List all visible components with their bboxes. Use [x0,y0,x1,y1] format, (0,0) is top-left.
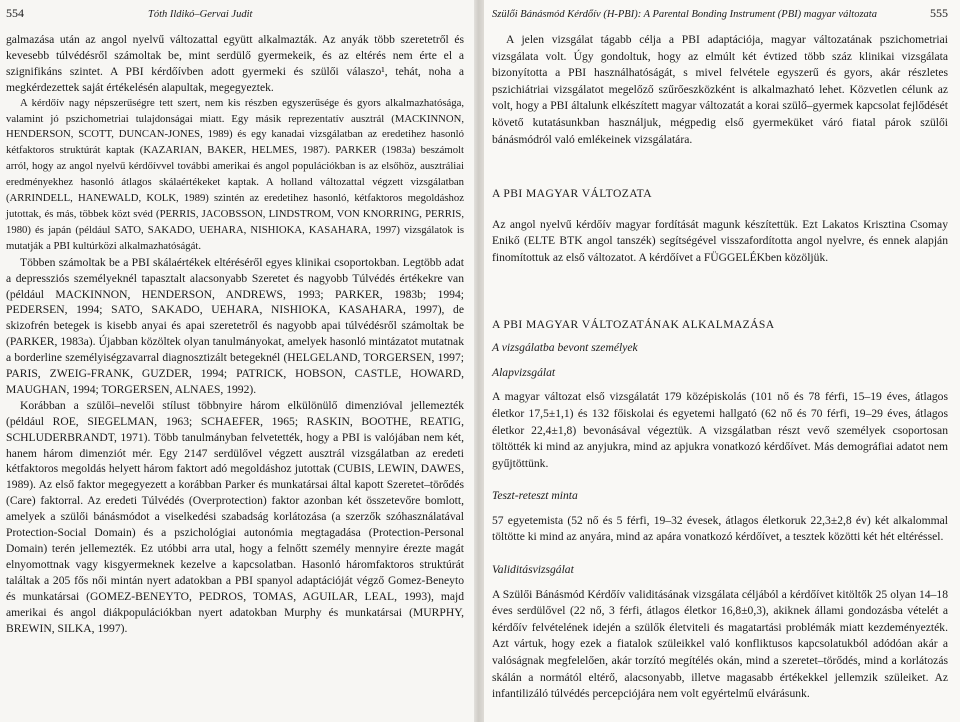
left-running-head: Tóth Ildikó–Gervai Judit [148,9,253,20]
subsection-heading-test-retest: Teszt-reteszt minta [492,489,578,503]
right-running-head: Szülői Bánásmód Kérdőív (H-PBI): A Parental Bonding Instrument (PBI) magyar változata [492,9,877,20]
subsection-heading-base-study: Alapvizsgálat [492,365,556,379]
left-paragraph: galmazása után az angol nyelvű változattal együtt alkalmazták. Az anyák több szeretetről és kevesebb túlvédésről számoltak be, mint serdülő gyermekeik, és az eltérés nem érte el a szignifikáns szintet. A PBI kérdőívben adott gyermeki és szülői válaszo¹, tehát, noha a megkérdezettek saját értékelésén alapultak, megegyeztek. [6,33,464,94]
left-paragraph: Korábban a szülői–nevelői stílust többnyire három elkülönülő dimenzióval jellemezték (például ROE, SIEGELMAN, 1963; SCHAEFER, 1965; RASKIN, BOOTHE, REATIG, SCHLUDERBRANDT, 1971). Több tanulmányban felvetették, hogy a PBI is valójában nem két, hanem három dimenziót mér. Egy 2147 serdülővel végzett ausztrál vizsgálatban az eredeti kétfaktoros megoldás helyett három faktort adó megoldáshoz jutottak (CUBIS, LEWIN, DAWES, 1989). Az első faktor megegyezett a korábban Parker és munkatársai által kapott Szeretet–törődés (Care) faktorral. Az eredeti Túlvédés (Overprotection) faktor azonban két összetevőre bomlott, amelyek a szülői bánásmódot a viselkedési szabadság korlátozása (a szerzők szóhasználatával Protection-Social Domain) és a pszichológiai autonómia megtagadása (Protection-Personal Domain) terén jellemezték. Ez utóbbi arra utal, hogy a felnőtt személy mennyire érezte magát elnyomottnak vagy kisgyermeknek kezelve a kapcsolatban. Hasonló háromfaktoros struktúrát találtak a 205 fős női mintán nyert adatokban a PBI spanyol adaptációját végző Gomez-Beneyto és munkatársai (GOMEZ-BENEYTO, PEDROS, TOMAS, AGUILAR, LEAL, 1993), majd amerikai és angol diákpopulációkban nyert adatokban Murphy és munkatársai (MURPHY, BREWIN, SILKA, 1997). [6,398,464,635]
left-page-number: 554 [6,6,24,20]
left-page-header [6,6,464,32]
section-subtitle: A vizsgálatba bevont személyek [492,341,638,355]
left-paragraph: Többen számoltak be a PBI skálaértékek eltéréséről egyes klinikai csoportokban. Legtöbb adat a depressziós személyeknél tapasztalt alacsonyabb Szeretet és nagyobb Túlvédés értékekre van (például MACKINNON, HENDERSON, ANDREWS, 1993; PARKER, 1983b; 1994; PEDERSEN, 1994; SATO, SAKADO, UEHARA, NISHIOKA, KASAHARA, 1997), de skizofrén betegek is kisebb anyai és apai szeretetről és nagyobb apai túlvédésről számoltak be (PARKER, 1983a). Újabban közöltek olyan tanulmányokat, amelyek hasonló mintázatot mutatnak a borderline személyiségzavarral diagnosztizált betegeknél (HELGELAND, TORGERSEN, 1997; PARIS, ZWEIG-FRANK, GUZDER, 1994; PATRICK, HOBSON, CASTLE, HOWARD, MAUGHAN, 1994; TORGERSEN, ALNAES, 1992). [6,255,464,396]
right-body-text [492,32,948,703]
section-paragraph: Az angol nyelvű kérdőív magyar fordítását magunk készítettük. Ezt Lakatos Krisztina Csomay Enikő (ELTE BTK angol tanszék) segítségével visszafordította angol nyelvre, és ennek alapján finomítottuk az első változatot. A kérdőívet a FÜGGELÉKben közöljük. [492,217,948,264]
left-paragraph: A kérdőív nagy népszerűségre tett szert, nem kis részben egyszerűsége és gyors alkalmazhatósága, valamint jó pszichometriai tulajdonságai miatt. Egy másik reprezentatív ausztrál (MACKINNON, HENDERSON, SCOTT, DUNCAN-JONES, 1989) és egy kanadai vizsgálatban az eredetihez hasonló kétfaktoros struktúrát kaptak (KAZARIAN, BAKER, HELMES, 1987). PARKER (1983a) beszámolt arról, hogy az angol nyelvű kérdőívvel további amerikai és angol populációkban is az elsőhöz, ausztráliai eredményekhez hasonló átlagos skálaértékeket kaptak. A holland változattal végzett vizsgálatban (ARRINDELL, HANEWALD, KOLK, 1989) szintén az eredetihez hasonló, kétfaktoros megoldáshoz jutottak, és más, többek közt svéd (PERRIS, JACOBSSON, LINDSTROM, VON KNORRING, PERRIS, 1980) és japán (például SATO, SAKADO, UEHARA, NISHIOKA, KASAHARA, 1997) vizsgálatok is mutatják a PBI kultúrközi alkalmazhatóságát. [6,96,464,252]
subsection-heading-validity: Validitásvizsgálat [492,563,574,577]
subsection-paragraph: A magyar változat első vizsgálatát 179 középiskolás (101 nő és 78 férfi, 15–19 éves, átlagos életkor 17,5±1,1) és 132 főiskolai és egyetemi hallgató (62 nő és 70 férfi, 19–29 éves, átlagos életkor 22,4±1,8) bevonásával végeztük. A vizsgálatban részt vevő személyek csoportosan töltötték ki mind az anyjukra, mind az apjukra vonatkozó kérdőívet. Más demográfiai adatot nem gyűjtöttünk. [492,390,948,470]
subsection-paragraph: 57 egyetemista (52 nő és 5 férfi, 19–32 évesek, átlagos életkoruk 22,3±2,8 év) két alkalommal töltötte ki mind az anyára, mind az apára vonatkozó kérdőívet, a tesztek közötti két hét eltéréssel. [492,513,948,544]
right-page-number: 555 [930,6,948,20]
intro-paragraph: A jelen vizsgálat tágabb célja a PBI adaptációja, magyar változatának pszichometriai vizsgálata volt. Úgy gondoltuk, hogy az elmúlt két évtized több száz klinikai vizsgálata bizonyította a PBI használhatóságát, s mivel felvétele egyszerű és gyors, akár részletes pszichiátriai vizsgálatot megelőző szűrőeszközként is alkalmazható lehet. Közvetlen célunk az volt, hogy a PBI általunk elkészített magyar változatát a korai szülő–gyermek kapcsolat fejlődését követő kutatásunkban használjuk, mégpedig első gyermeküket váró fiatal párok szülői bánásmódról való emlékeinek vizsgálatára. [492,33,948,146]
right-page-header [492,6,948,32]
section-heading-pbi-application: A PBI MAGYAR VÁLTOZATÁNAK ALKALMAZÁSA [492,317,775,331]
left-body-text [6,32,464,636]
left-page [0,0,478,722]
right-page [478,0,960,722]
book-gutter [474,0,484,722]
subsection-paragraph: A Szülői Bánásmód Kérdőív validitásának vizsgálata céljából a kérdőívet kitöltők 25 olyan 14–18 éves serdülővel (22 nő, 3 férfi, átlagos életkor 16,8±0,3), akiknek állami gondozásba vételét a kérdőív felvételének idején a szülők életviteli és magatartási problémák miatt kezdeményezték. Azt vártuk, hogy ezek a fiatalok szüleikkel való konfliktusos kapcsolatukból adódóan akár a valóságnak megfelelően, akár torzító megítélés okán, mind a szeretet–törődés, mind a korlátozás skálán a normától eltérő, alacsonyabb, illetve magasabb értékekkel jellemzik szüleiket. Az infantilizáló túlvédés percepciójára nem volt egyértelmű elvárásunk. [492,587,948,701]
section-heading-pbi-hungarian-version: A PBI MAGYAR VÁLTOZATA [492,187,653,201]
